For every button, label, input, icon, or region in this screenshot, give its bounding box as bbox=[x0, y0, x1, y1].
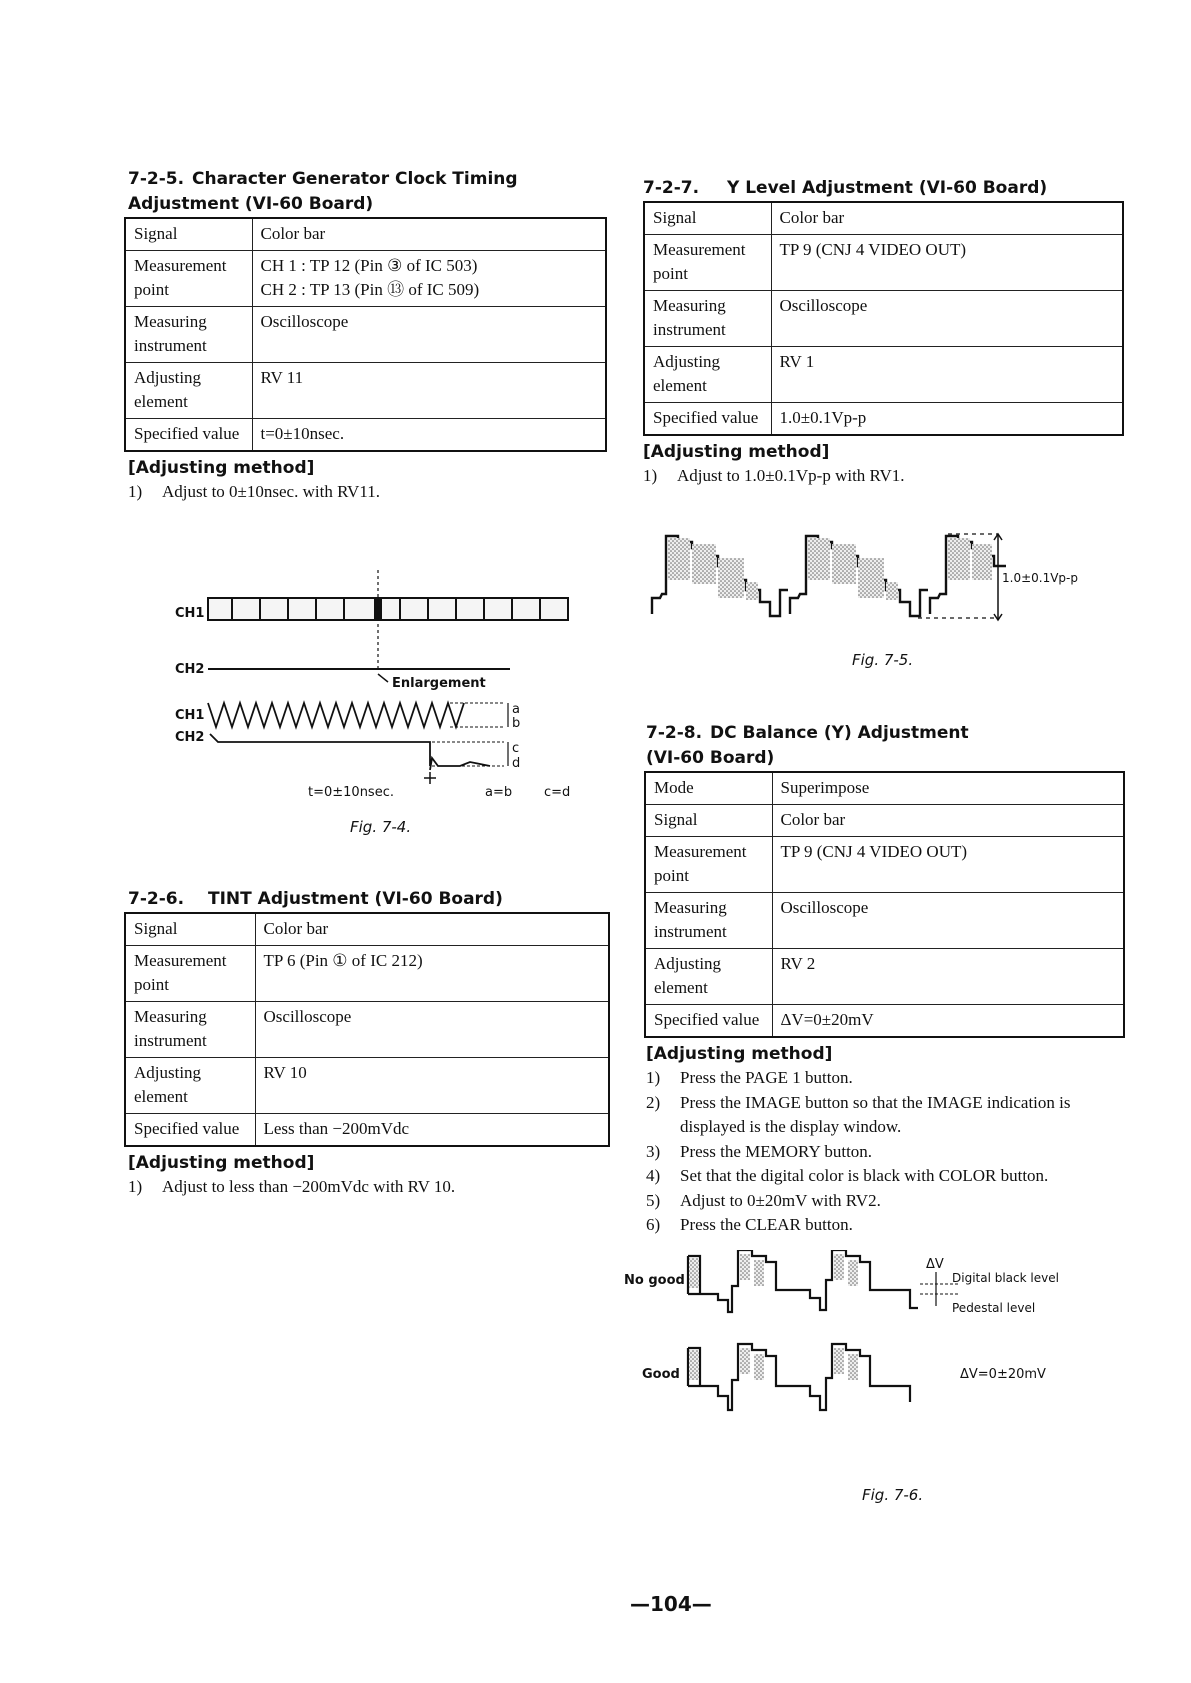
label-a: a bbox=[512, 702, 520, 717]
row-value: Color bar bbox=[252, 218, 606, 251]
section-title: DC Balance (Y) Adjustment bbox=[710, 723, 969, 743]
row-value: Oscilloscope bbox=[771, 291, 1123, 347]
ch1-label: CH1 bbox=[175, 606, 205, 621]
row-label: Measurement point bbox=[125, 251, 252, 307]
table-row bbox=[645, 772, 1124, 805]
step-text: Press the CLEAR button. bbox=[680, 1215, 853, 1234]
section-title-line2: Adjustment (VI-60 Board) bbox=[128, 194, 374, 214]
table-row bbox=[125, 1114, 609, 1147]
section-7-2-5 bbox=[128, 166, 618, 505]
table-row bbox=[645, 805, 1124, 837]
row-label: Measurement point bbox=[644, 235, 771, 291]
row-value: RV 11 bbox=[252, 363, 606, 419]
row-value: Oscilloscope bbox=[255, 1002, 609, 1058]
section-title: Character Generator Clock Timing bbox=[192, 169, 518, 189]
row-value: Superimpose bbox=[772, 772, 1124, 805]
table-row bbox=[125, 218, 606, 251]
ab-equal-label: a=b bbox=[485, 785, 513, 800]
no-good-label: No good bbox=[624, 1273, 685, 1288]
step-number: 1) bbox=[128, 482, 143, 501]
row-label: Signal bbox=[644, 202, 771, 235]
section-number: 7-2-8. bbox=[646, 723, 703, 743]
table-row bbox=[645, 949, 1124, 1005]
row-value: t=0±10nsec. bbox=[252, 419, 606, 452]
row-label: Specified value bbox=[125, 1114, 255, 1147]
row-label: Signal bbox=[125, 218, 252, 251]
section-7-2-6 bbox=[128, 886, 628, 1200]
table-row bbox=[125, 363, 606, 419]
spec-table bbox=[644, 771, 1125, 1038]
row-label: Mode bbox=[645, 772, 772, 805]
table-row bbox=[125, 1058, 609, 1114]
row-label: Adjusting element bbox=[645, 949, 772, 1005]
list-item bbox=[646, 1164, 1126, 1189]
table-row bbox=[644, 202, 1123, 235]
table-row bbox=[645, 837, 1124, 893]
section-heading bbox=[646, 720, 1136, 746]
ch2-label: CH2 bbox=[175, 662, 205, 677]
row-label: Measuring instrument bbox=[645, 893, 772, 949]
row-value: TP 9 (CNJ 4 VIDEO OUT) bbox=[772, 837, 1124, 893]
step-text: Set that the digital color is black with COLOR button. bbox=[680, 1166, 1049, 1185]
step-number: 1) bbox=[128, 1177, 143, 1196]
label-c: c bbox=[512, 741, 520, 756]
table-row bbox=[125, 307, 606, 363]
section-7-2-7 bbox=[643, 175, 1133, 489]
label-d: d bbox=[512, 756, 521, 771]
table-row bbox=[125, 1002, 609, 1058]
step-number: 2) bbox=[646, 1092, 661, 1112]
row-label: Measurement point bbox=[125, 946, 255, 1002]
table-row bbox=[645, 1005, 1124, 1038]
list-item bbox=[643, 464, 1133, 489]
pedestal-label: Pedestal level bbox=[952, 1301, 1036, 1315]
row-label: Adjusting element bbox=[125, 1058, 255, 1114]
section-heading bbox=[643, 175, 1133, 201]
method-steps bbox=[646, 1066, 1126, 1238]
section-title: TINT Adjustment (VI-60 Board) bbox=[208, 889, 503, 909]
list-item bbox=[128, 1175, 628, 1200]
table-row bbox=[644, 347, 1123, 403]
step-number: 3) bbox=[646, 1141, 661, 1161]
table-row bbox=[644, 403, 1123, 436]
step-text: Press the PAGE 1 button. bbox=[680, 1068, 853, 1087]
method-heading: [Adjusting method] bbox=[646, 1044, 833, 1064]
figure-caption: Fig. 7-4. bbox=[350, 818, 412, 836]
row-label: Adjusting element bbox=[125, 363, 252, 419]
figure-7-5 bbox=[648, 528, 1148, 648]
step-text: Adjust to 1.0±0.1Vp-p with RV1. bbox=[677, 466, 905, 485]
step-number: 4) bbox=[646, 1166, 661, 1185]
table-row bbox=[125, 419, 606, 452]
section-title: Y Level Adjustment (VI-60 Board) bbox=[727, 178, 1048, 198]
row-value: Color bar bbox=[771, 202, 1123, 235]
row-label: Measuring instrument bbox=[125, 307, 252, 363]
row-label: Specified value bbox=[644, 403, 771, 436]
row-value: Color bar bbox=[772, 805, 1124, 837]
step-text: Press the MEMORY button. bbox=[680, 1141, 873, 1161]
row-label: Measuring instrument bbox=[125, 1002, 255, 1058]
cd-equal-label: c=d bbox=[544, 785, 571, 800]
table-row bbox=[644, 291, 1123, 347]
method-heading: [Adjusting method] bbox=[643, 442, 830, 462]
no-good-waveform bbox=[688, 1250, 918, 1312]
row-label: Measuring instrument bbox=[644, 291, 771, 347]
step-text: Adjust to less than −200mVdc with RV 10. bbox=[162, 1177, 456, 1196]
row-value: Less than −200mVdc bbox=[255, 1114, 609, 1147]
table-row bbox=[125, 946, 609, 1002]
spec-table bbox=[124, 217, 607, 452]
delta-v-label: ΔV bbox=[926, 1257, 944, 1272]
row-value: 1.0±0.1Vp-p bbox=[771, 403, 1123, 436]
row-label: Signal bbox=[125, 913, 255, 946]
row-value: Oscilloscope bbox=[252, 307, 606, 363]
section-number: 7-2-5. bbox=[128, 169, 185, 189]
figure-7-6 bbox=[620, 1250, 1140, 1450]
value-line: CH 1 : TP 12 (Pin ③ of IC 503) bbox=[260, 256, 478, 275]
row-label: Signal bbox=[645, 805, 772, 837]
step-number: 5) bbox=[646, 1190, 661, 1210]
figure-caption: Fig. 7-6. bbox=[862, 1486, 924, 1504]
figure-caption: Fig. 7-5. bbox=[852, 651, 914, 669]
list-item bbox=[646, 1140, 1126, 1165]
list-item bbox=[128, 480, 618, 505]
row-value: TP 6 (Pin ① of IC 212) bbox=[255, 946, 609, 1002]
clock-pulse-train bbox=[208, 598, 568, 620]
table-row bbox=[644, 235, 1123, 291]
row-value bbox=[252, 251, 606, 307]
label-b: b bbox=[512, 716, 521, 731]
chroma-hatching bbox=[668, 538, 992, 600]
ch1-enlarged-label: CH1 bbox=[175, 708, 205, 723]
t-label: t=0±10nsec. bbox=[308, 785, 394, 800]
figure-7-4 bbox=[160, 570, 600, 820]
list-item bbox=[646, 1066, 1126, 1091]
ch2-enlarged-label: CH2 bbox=[175, 730, 205, 745]
section-heading bbox=[128, 166, 618, 192]
row-value: Color bar bbox=[255, 913, 609, 946]
row-label: Measurement point bbox=[645, 837, 772, 893]
step-text: Adjust to 0±20mV with RV2. bbox=[680, 1190, 881, 1210]
row-value: ΔV=0±20mV bbox=[772, 1005, 1124, 1038]
row-value: Oscilloscope bbox=[772, 893, 1124, 949]
ch1-waveform bbox=[208, 703, 464, 727]
section-number: 7-2-7. bbox=[643, 178, 700, 198]
row-label: Specified value bbox=[125, 419, 252, 452]
value-line: CH 2 : TP 13 (Pin ⑬ of IC 509) bbox=[260, 280, 480, 299]
row-value: RV 2 bbox=[772, 949, 1124, 1005]
table-row bbox=[125, 251, 606, 307]
section-title-line2: (VI-60 Board) bbox=[646, 748, 775, 768]
list-item bbox=[646, 1189, 1126, 1214]
spec-table bbox=[643, 201, 1124, 436]
section-7-2-8 bbox=[646, 720, 1136, 1238]
digital-black-label: Digital black level bbox=[952, 1271, 1059, 1285]
step-number: 1) bbox=[643, 466, 658, 485]
section-heading bbox=[128, 886, 628, 912]
good-label: Good bbox=[642, 1367, 680, 1382]
row-label: Adjusting element bbox=[644, 347, 771, 403]
table-row bbox=[645, 893, 1124, 949]
table-row bbox=[125, 913, 609, 946]
method-steps bbox=[128, 1175, 628, 1200]
spec-table bbox=[124, 912, 610, 1147]
row-value: RV 10 bbox=[255, 1058, 609, 1114]
list-item bbox=[646, 1091, 1126, 1140]
row-value: TP 9 (CNJ 4 VIDEO OUT) bbox=[771, 235, 1123, 291]
page-number: —104— bbox=[630, 1592, 712, 1616]
method-steps bbox=[643, 464, 1133, 489]
method-heading: [Adjusting method] bbox=[128, 458, 315, 478]
step-text: Press the IMAGE button so that the IMAGE indication is displayed is the display window. bbox=[680, 1092, 1071, 1136]
level-label: 1.0±0.1Vp-p bbox=[1002, 571, 1078, 585]
t-marker bbox=[424, 772, 436, 784]
step-number: 1) bbox=[646, 1068, 661, 1087]
method-steps bbox=[128, 480, 618, 505]
list-item bbox=[646, 1213, 1126, 1238]
good-waveform bbox=[688, 1344, 910, 1410]
enlargement-label: Enlargement bbox=[392, 676, 486, 691]
step-text: Adjust to 0±10nsec. with RV11. bbox=[162, 482, 380, 501]
step-number: 6) bbox=[646, 1215, 661, 1234]
enlargement-arrow bbox=[378, 674, 388, 682]
delta-v-spec-label: ΔV=0±20mV bbox=[960, 1367, 1046, 1382]
ch2-waveform bbox=[210, 734, 490, 770]
method-heading: [Adjusting method] bbox=[128, 1153, 315, 1173]
row-label: Specified value bbox=[645, 1005, 772, 1038]
row-value: RV 1 bbox=[771, 347, 1123, 403]
section-number: 7-2-6. bbox=[128, 889, 185, 909]
level-dashes bbox=[920, 1284, 960, 1294]
